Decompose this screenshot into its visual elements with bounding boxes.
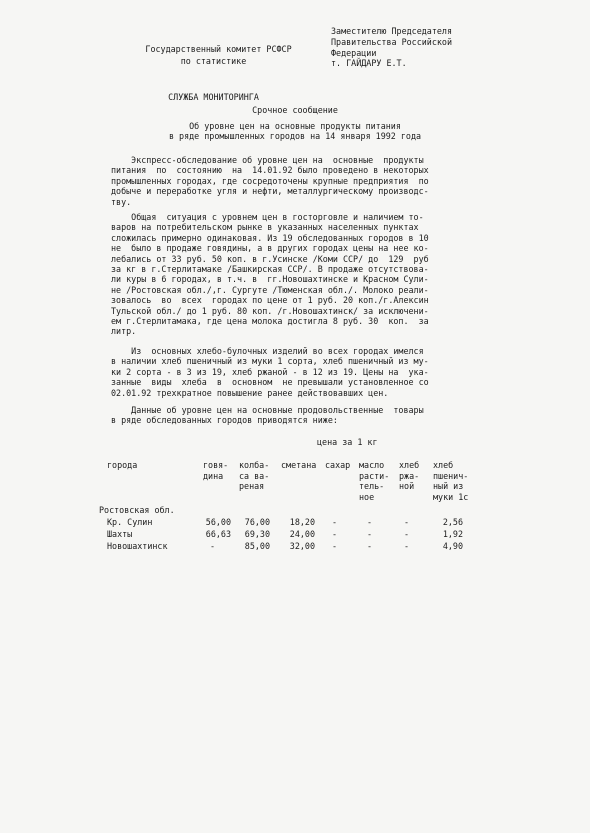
cell-city: Шахты [107, 529, 133, 539]
header-sausage: колба- са ва- реная [239, 460, 270, 492]
cell-wheat-bread: 2,56 [442, 517, 463, 527]
cell-city: Новошахтинск [107, 541, 168, 551]
cell-oil: - [367, 541, 373, 551]
header-sugar: сахар [325, 460, 351, 470]
service-name: СЛУЖБА МОНИТОРИНГА [168, 92, 259, 102]
cell-sugar: - [332, 541, 338, 551]
cell-rye-bread: - [404, 529, 410, 539]
header-wheat-bread: хлеб пшенич- ный из муки 1с [433, 460, 469, 502]
cell-rye-bread: - [404, 541, 410, 551]
cell-wheat-bread: 1,92 [442, 529, 463, 539]
cell-beef: - [210, 541, 216, 551]
paragraph-general-situation: Общая ситуация с уровнем цен в госторговле и наличием то- варов на потребительском рынке в указанных населенных пунктах сложилась примерно одинаковая. Из 19 обследованных городов в 10 не было в продаже говядины, а в других городах цены на нее ко- лебались от 33 руб. 50 коп. в г.Усинске /Коми ССР/ до 129 руб за кг в г.Стерлитамаке /Башкирская ССР/. В продаже отсутствова- ли куры в 6 городах, в т.ч. в гг.Новошахтинске и Красном Сули- не /Ростовская обл./,г. Сургуте /Тюменская обл./. Молоко реали- зовалось во всех городах по цене от 1 руб. 20 коп./г.Алексин Тульской обл./ до 1 руб. 80 коп. /г.Новошахтинск/ за исключени- ем г.Стерлитамака, где цена молока достигла 8 руб. 30 коп. за литр. [111, 212, 429, 337]
header-rye-bread: хлеб ржа- ной [399, 460, 420, 492]
header-oil: масло расти- тель- ное [359, 460, 390, 502]
cell-wheat-bread: 4,90 [442, 541, 463, 551]
header-sour-cream: сметана [281, 460, 317, 470]
sender-organization: Государственный комитет РСФСР по статистике [145, 44, 292, 66]
cell-rye-bread: - [404, 517, 410, 527]
cell-oil: - [367, 529, 373, 539]
addressee: Заместителю Председателя Правительства Российской Федерации т. ГАЙДАРУ Е.Т. [331, 26, 453, 69]
region-label: Ростовская обл. [99, 505, 175, 515]
cell-sausage: 85,00 [244, 541, 270, 551]
sender-block [131, 31, 296, 115]
cell-sour-cream: 32,00 [289, 541, 315, 551]
cell-sour-cream: 18,20 [289, 517, 315, 527]
table-unit-caption: цена за 1 кг [317, 437, 378, 447]
document-title: Срочное сообщение [252, 105, 338, 115]
cell-oil: - [367, 517, 373, 527]
cell-sour-cream: 24,00 [289, 529, 315, 539]
header-beef: говя- дина [203, 460, 229, 481]
cell-beef: 66,63 [205, 529, 231, 539]
header-city: города [107, 460, 138, 470]
cell-sugar: - [332, 517, 338, 527]
cell-beef: 56,00 [205, 517, 231, 527]
paragraph-survey: Экспресс-обследование об уровне цен на основные продукты питания по состоянию на 14.01.92 было проведено в некоторых промышленных городах, где сосредоточены крупные предприятия по добыче и переработке угля и нефти, металлургическому производс- тву. [111, 155, 429, 207]
cell-sausage: 76,00 [244, 517, 270, 527]
paragraph-table-intro: Данные об уровне цен на основные продовольственные товары в ряде обследованных городов приводятся ниже: [111, 405, 424, 426]
paragraph-bread: Из основных хлебо-булочных изделий во всех городах имелся в наличии хлеб пшеничный из муки 1 сорта, хлеб пшеничный из му- ки 2 сорта - в 3 из 19, хлеб ржаной - в 12 из 19. Цены на ука- занные виды хлеба в основном не превышали установленное со 02.01.92 трехкратное повышение ранее действовавших цен. [111, 346, 429, 398]
cell-sausage: 69,30 [244, 529, 270, 539]
cell-city: Кр. Сулин [107, 517, 153, 527]
cell-sugar: - [332, 529, 338, 539]
document-subtitle: Об уровне цен на основные продукты питания в ряде промышленных городов на 14 января 1992 года [168, 121, 422, 142]
